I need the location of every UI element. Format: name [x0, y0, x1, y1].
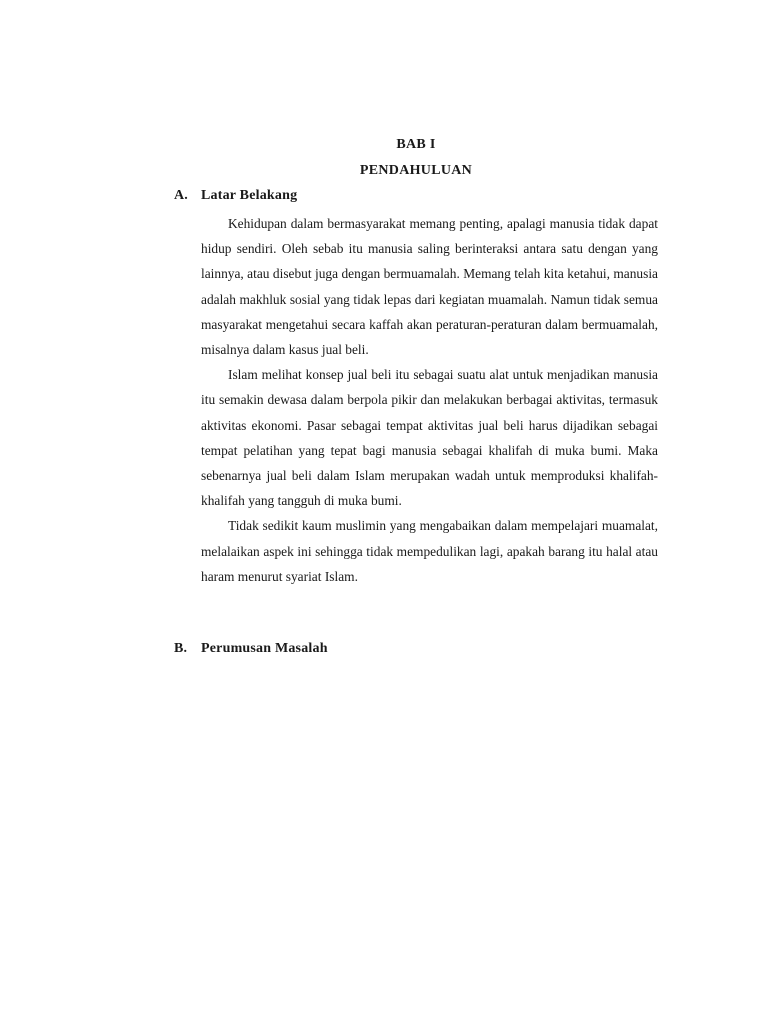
- section-title: Perumusan Masalah: [201, 641, 328, 656]
- section-heading-b: [174, 641, 328, 657]
- section-heading-a: [174, 188, 297, 204]
- paragraph: Islam melihat konsep jual beli itu sebagai suatu alat untuk menjadikan manusia itu semakin dewasa dalam berpola pikir dan melakukan berbagai aktivitas, termasuk aktivitas ekonomi. Pasar sebagai tempat aktivitas jual beli harus dijadikan sebagai tempat pelatihan yang tepat bagi manusia sebagai khalifah di muka bumi. Maka sebenarnya jual beli dalam Islam merupakan wadah untuk memproduksi khalifah-khalifah yang tangguh di muka bumi.: [201, 367, 658, 509]
- paragraph: Kehidupan dalam bermasyarakat memang penting, apalagi manusia tidak dapat hidup sendiri. Oleh sebab itu manusia saling berinteraksi antara satu dengan yang lainnya, atau disebut juga dengan bermuamalah. Memang telah kita ketahui, manusia adalah makhluk sosial yang tidak lepas dari kegiatan muamalah. Namun tidak semua masyarakat mengetahui secara kaffah akan peraturan-peraturan dalam bermuamalah, misalnya dalam kasus jual beli.: [201, 216, 658, 358]
- section-title: Latar Belakang: [201, 188, 298, 203]
- chapter-number: BAB I: [396, 137, 436, 152]
- section-letter: B.: [174, 641, 188, 656]
- section-a-body: [201, 211, 658, 589]
- section-letter: A.: [174, 188, 189, 203]
- chapter-title: PENDAHULUAN: [359, 163, 473, 178]
- paragraph: Tidak sedikit kaum muslimin yang mengabaikan dalam mempelajari muamalat, melalaikan aspek ini sehingga tidak mempedulikan lagi, apakah barang itu halal atau haram menurut syariat Islam.: [201, 518, 658, 584]
